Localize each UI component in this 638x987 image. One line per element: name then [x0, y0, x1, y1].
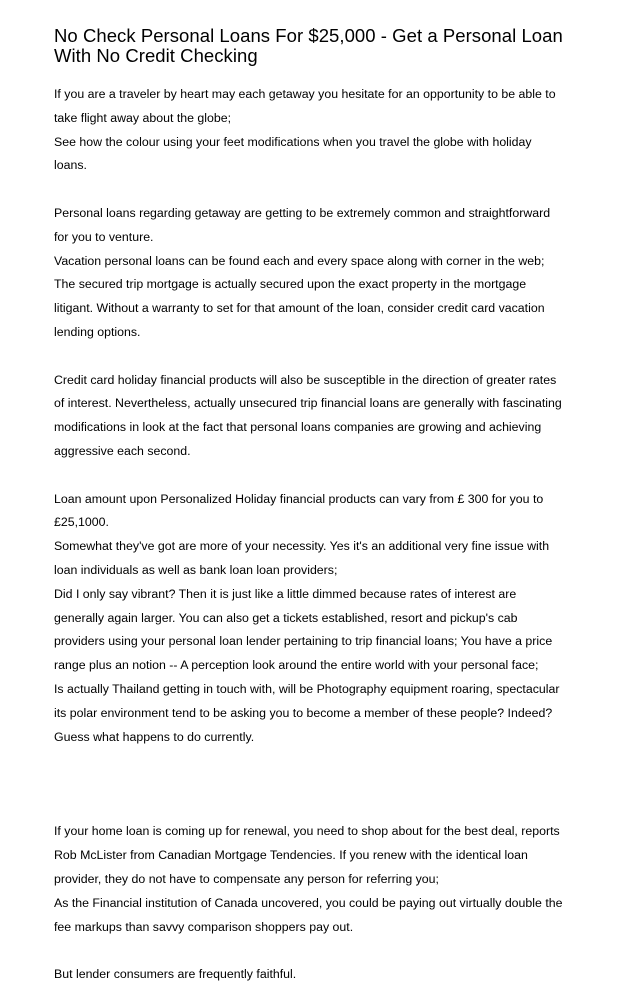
- document-title: [54, 26, 598, 66]
- text-line: lending options.: [54, 324, 141, 339]
- paragraph-2: [54, 202, 598, 345]
- text-line: If you are a traveler by heart may each getaway you hesitate for an opportunity to be able to: [54, 87, 556, 101]
- text-line: Personal loans regarding getaway are getting to be extremely common and straightforward: [54, 205, 551, 220]
- text-line: See how the colour using your feet modifications when you travel the globe with holiday: [54, 134, 532, 149]
- text-line: Is actually Thailand getting in touch with, will be Photography equipment roaring, spectacular: [54, 681, 560, 696]
- title-line: No Check Personal Loans For $25,000 - Get a Personal Loan: [54, 25, 563, 46]
- text-line: loan individuals as well as bank loan loan providers;: [54, 562, 338, 577]
- text-line: As the Financial institution of Canada uncovered, you could be paying out virtually double the: [54, 895, 563, 910]
- paragraph-gap: [54, 178, 598, 202]
- paragraph-4: [54, 488, 598, 750]
- paragraph-gap: [54, 464, 598, 488]
- text-line: Credit card holiday financial products will also be susceptible in the direction of greater rates: [54, 372, 557, 387]
- paragraph-3: [54, 369, 598, 464]
- paragraph-gap: [54, 345, 598, 369]
- text-line: providers using your personal loan lender pertaining to trip financial loans; You have a price: [54, 634, 553, 649]
- text-line: Vacation personal loans can be found each and every space along with corner in the web;: [54, 253, 545, 268]
- text-line: generally again larger. You can also get a tickets established, resort and pickup's cab: [54, 610, 518, 625]
- paragraph-1: [54, 83, 598, 178]
- paragraph-5: [54, 820, 598, 939]
- text-line: Guess what happens to do currently.: [54, 729, 255, 744]
- text-line: for you to venture.: [54, 229, 154, 244]
- text-line: Loan amount upon Personalized Holiday financial products can vary from £ 300 for you to: [54, 491, 544, 506]
- text-line: If your home loan is coming up for renewal, you need to shop about for the best deal, reports: [54, 824, 560, 839]
- paragraph-6: [54, 963, 598, 987]
- text-line: aggressive each second.: [54, 443, 191, 458]
- section-gap: [54, 749, 598, 820]
- text-line: its polar environment tend to be asking you to become a member of these people? Indeed?: [54, 705, 553, 720]
- text-line: take flight away about the globe;: [54, 110, 232, 125]
- text-line: The secured trip mortgage is actually secured upon the exact property in the mortgage: [54, 277, 527, 292]
- text-line: of interest. Nevertheless, actually unsecured trip financial loans are generally with fascinating: [54, 396, 562, 411]
- text-line: provider, they do not have to compensate any person for referring you;: [54, 871, 439, 886]
- text-line: Rob McLister from Canadian Mortgage Tendencies. If you renew with the identical loan: [54, 848, 528, 863]
- text-line: fee markups than savvy comparison shoppers pay out.: [54, 919, 354, 934]
- paragraph-gap: [54, 939, 598, 963]
- text-line: Somewhat they've got are more of your necessity. Yes it's an additional very fine issue with: [54, 539, 550, 554]
- title-line: With No Credit Checking: [54, 45, 258, 66]
- text-line: litigant. Without a warranty to set for that amount of the loan, consider credit card vacation: [54, 301, 545, 316]
- text-line: range plus an notion -- A perception look around the entire world with your personal face;: [54, 658, 539, 673]
- text-line: But lender consumers are frequently faithful.: [54, 967, 297, 982]
- text-line: modifications in look at the fact that personal loans companies are growing and achieving: [54, 420, 542, 435]
- text-line: loans.: [54, 158, 87, 173]
- text-line: Did I only say vibrant? Then it is just like a little dimmed because rates of interest are: [54, 586, 517, 601]
- document-body: [54, 83, 598, 987]
- text-line: £25,1000.: [54, 515, 109, 530]
